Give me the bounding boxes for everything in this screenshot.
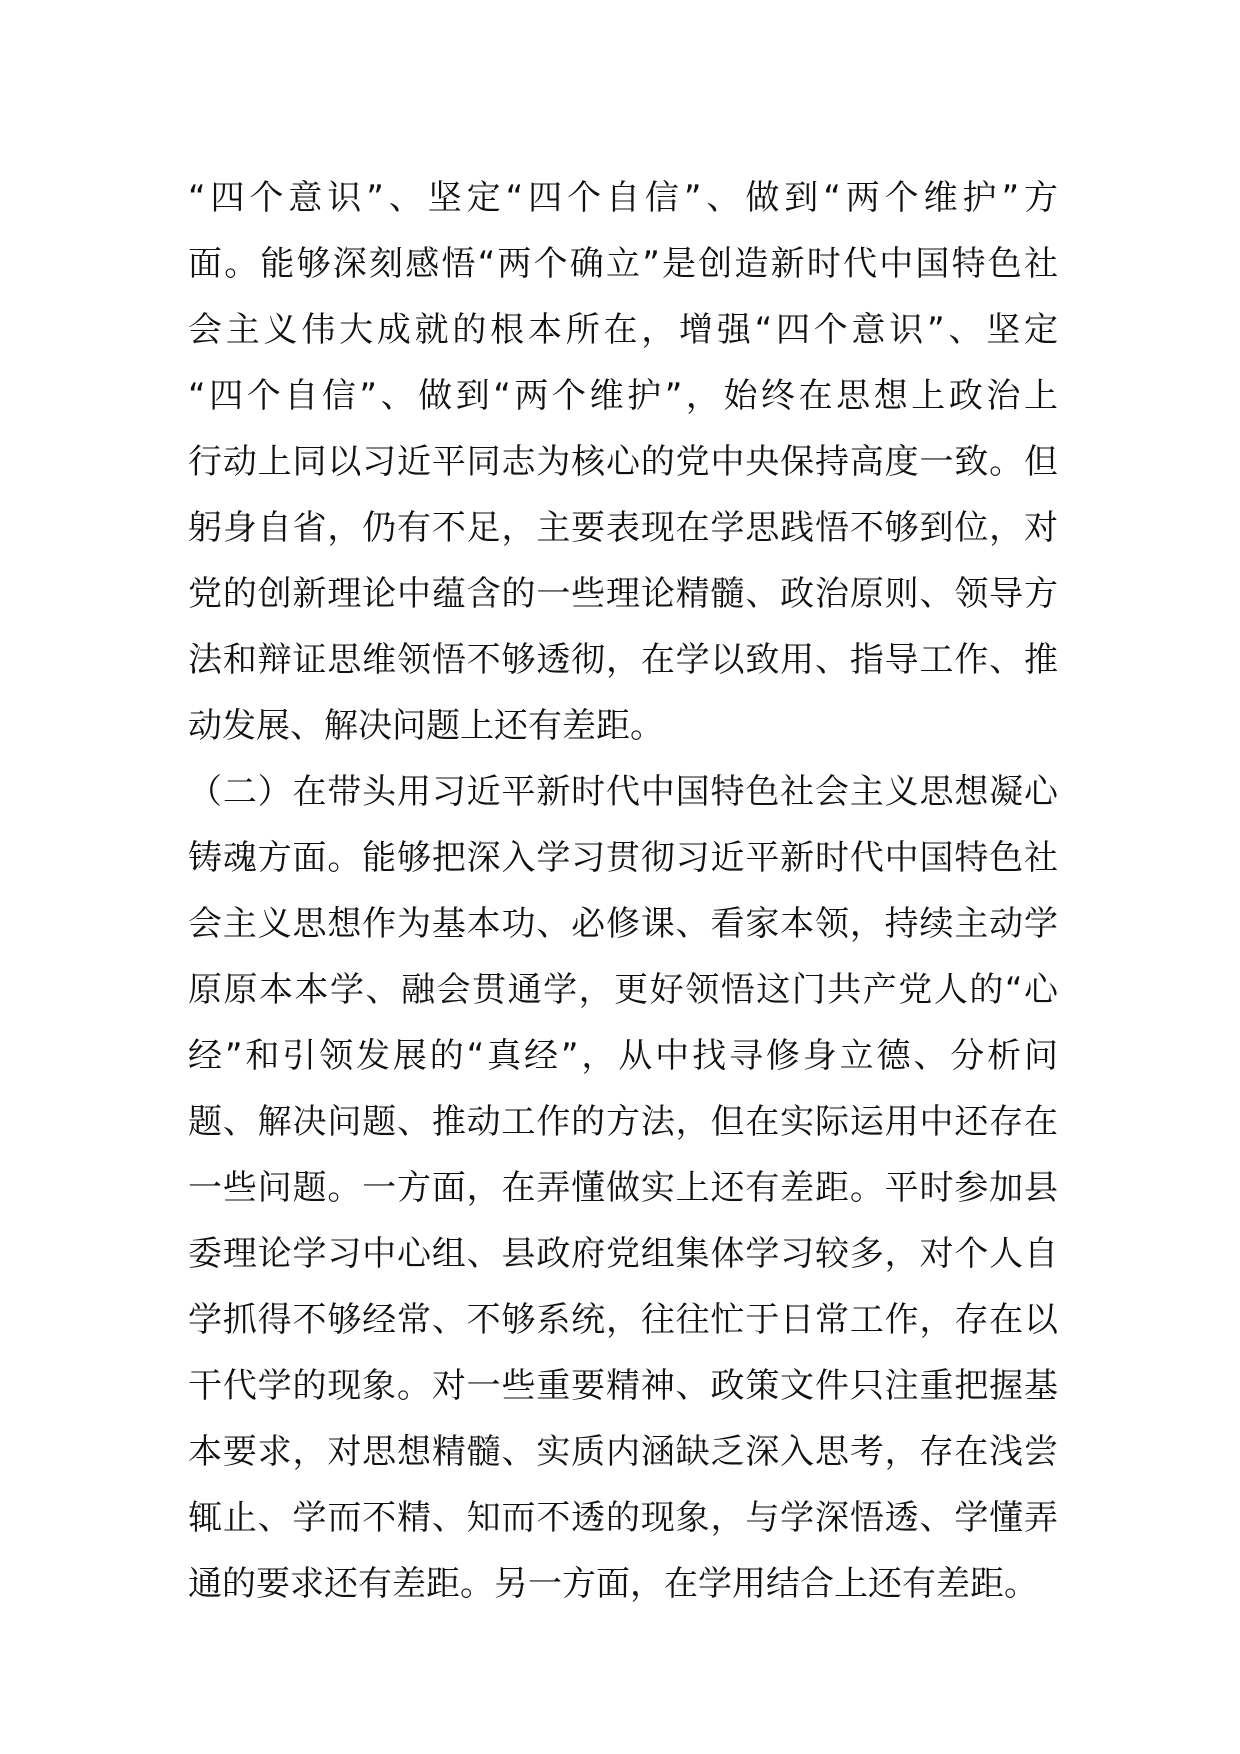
paragraph-1-line-1: “四个意识”、坚定“四个自信”、做到“两个维护”方 [188,178,1058,218]
paragraph-1-line-6: 躬身自省，仍有不足，主要表现在学思践悟不够到位，对 [188,508,1058,548]
paragraph-2-line-3: 会主义思想作为基本功、必修课、看家本领，持续主动学 [188,904,1058,944]
paragraph-2-line-2: 铸魂方面。能够把深入学习贯彻习近平新时代中国特色社 [188,838,1058,878]
paragraph-2-line-10: 干代学的现象。对一些重要精神、政策文件只注重把握基 [188,1366,1058,1406]
paragraph-2-line-6: 题、解决问题、推动工作的方法，但在实际运用中还存在 [188,1102,1058,1142]
paragraph-1-line-3: 会主义伟大成就的根本所在，增强“四个意识”、坚定 [188,310,1058,350]
paragraph-1-line-2: 面。能够深刻感悟“两个确立”是创造新时代中国特色社 [188,244,1058,284]
paragraph-2-line-4: 原原本本学、融会贯通学，更好领悟这门共产党人的“心 [188,970,1058,1010]
paragraph-2-line-1: （二）在带头用习近平新时代中国特色社会主义思想凝心 [188,772,1058,812]
body-text [188,165,1058,1617]
paragraph-1-line-8: 法和辩证思维领悟不够透彻，在学以致用、指导工作、推 [188,640,1058,680]
paragraph-2-line-13: 通的要求还有差距。另一方面，在学用结合上还有差距。 [188,1564,1038,1604]
paragraph-2-line-11: 本要求，对思想精髓、实质内涵缺乏深入思考，存在浅尝 [188,1432,1058,1472]
paragraph-1-line-7: 党的创新理论中蕴含的一些理论精髓、政治原则、领导方 [188,574,1058,614]
paragraph-1-line-9: 动发展、解决问题上还有差距。 [188,706,664,746]
paragraph-2-line-5: 经”和引领发展的“真经”，从中找寻修身立德、分析问 [188,1036,1058,1076]
paragraph-1-line-5: 行动上同以习近平同志为核心的党中央保持高度一致。但 [188,442,1058,482]
paragraph-2-line-9: 学抓得不够经常、不够系统，往往忙于日常工作，存在以 [188,1300,1058,1340]
paragraph-2-line-8: 委理论学习中心组、县政府党组集体学习较多，对个人自 [188,1234,1058,1274]
paragraph-2-line-7: 一些问题。一方面，在弄懂做实上还有差距。平时参加县 [188,1168,1058,1208]
paragraph-1-line-4: “四个自信”、做到“两个维护”，始终在思想上政治上 [188,376,1058,416]
paragraph-2-line-12: 辄止、学而不精、知而不透的现象，与学深悟透、学懂弄 [188,1498,1058,1538]
